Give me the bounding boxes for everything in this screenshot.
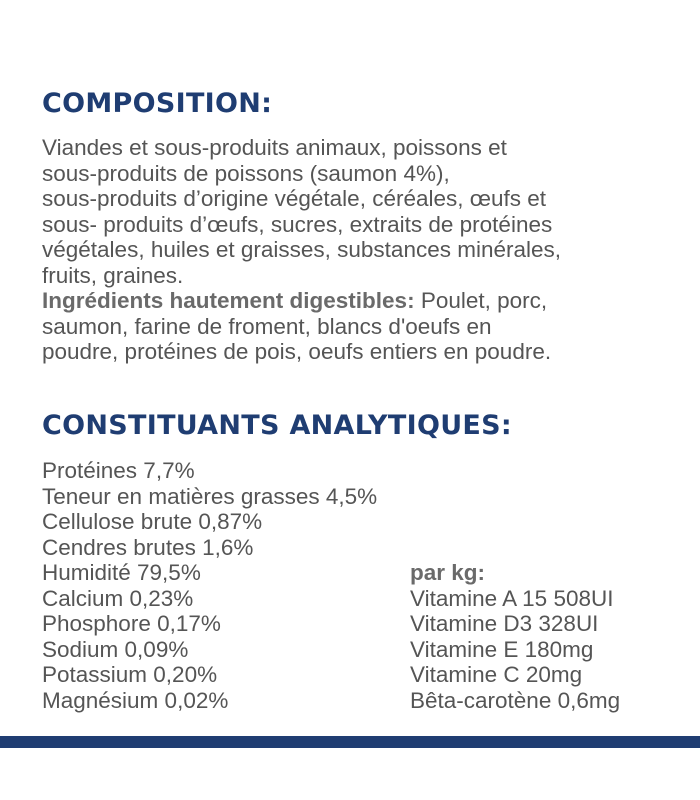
vitamin-item: Vitamine A 15 508UI bbox=[410, 585, 614, 611]
constituent-item: Teneur en matières grasses 4,5% bbox=[42, 483, 378, 509]
digestible-ingredients-line: saumon, farine de froment, blancs d'oeufs en bbox=[42, 313, 492, 339]
vitamin-item: Vitamine D3 328UI bbox=[410, 611, 599, 636]
constituent-item: Cendres brutes 1,6% bbox=[42, 534, 254, 560]
composition-line: fruits, graines. bbox=[42, 262, 184, 288]
vitamin-item: Bêta-carotène 0,6mg bbox=[410, 687, 621, 713]
constituent-item: Humidité 79,5% bbox=[42, 560, 201, 585]
footer-bar bbox=[0, 736, 700, 748]
composition-line: sous-produits de poissons (saumon 4%), bbox=[42, 160, 450, 186]
per-kg-label: par kg: bbox=[410, 560, 486, 585]
constituants-heading: CONSTITUANTS ANALYTIQUES: bbox=[42, 410, 513, 441]
constituent-item: Magnésium 0,02% bbox=[42, 687, 229, 713]
vitamins-per-kg-list bbox=[410, 560, 620, 713]
composition-heading: COMPOSITION: bbox=[42, 88, 273, 119]
analytical-constituents-list bbox=[42, 458, 377, 713]
composition-line: Viandes et sous-produits animaux, poissons et bbox=[42, 135, 507, 160]
composition-line: sous-produits d’origine végétale, céréales, œufs et bbox=[42, 186, 547, 211]
constituent-item: Sodium 0,09% bbox=[42, 636, 189, 662]
constituent-item: Calcium 0,23% bbox=[42, 585, 194, 611]
digestible-ingredients-text: Poulet, porc, bbox=[414, 288, 548, 313]
constituent-item: Cellulose brute 0,87% bbox=[42, 509, 263, 534]
digestible-ingredients-line bbox=[42, 288, 682, 314]
digestible-ingredients-line: poudre, protéines de pois, oeufs entiers en poudre. bbox=[42, 339, 552, 364]
composition-paragraph bbox=[42, 135, 682, 365]
vitamin-item: Vitamine C 20mg bbox=[410, 662, 583, 687]
vitamin-item: Vitamine E 180mg bbox=[410, 636, 594, 662]
digestible-ingredients-label: Ingrédients hautement digestibles: bbox=[42, 288, 415, 313]
composition-line: végétales, huiles et graisses, substances minérales, bbox=[42, 237, 562, 262]
composition-line: sous- produits d’œufs, sucres, extraits de protéines bbox=[42, 211, 553, 237]
constituent-item: Phosphore 0,17% bbox=[42, 611, 221, 636]
constituent-item: Potassium 0,20% bbox=[42, 662, 218, 687]
constituent-item: Protéines 7,7% bbox=[42, 458, 195, 483]
